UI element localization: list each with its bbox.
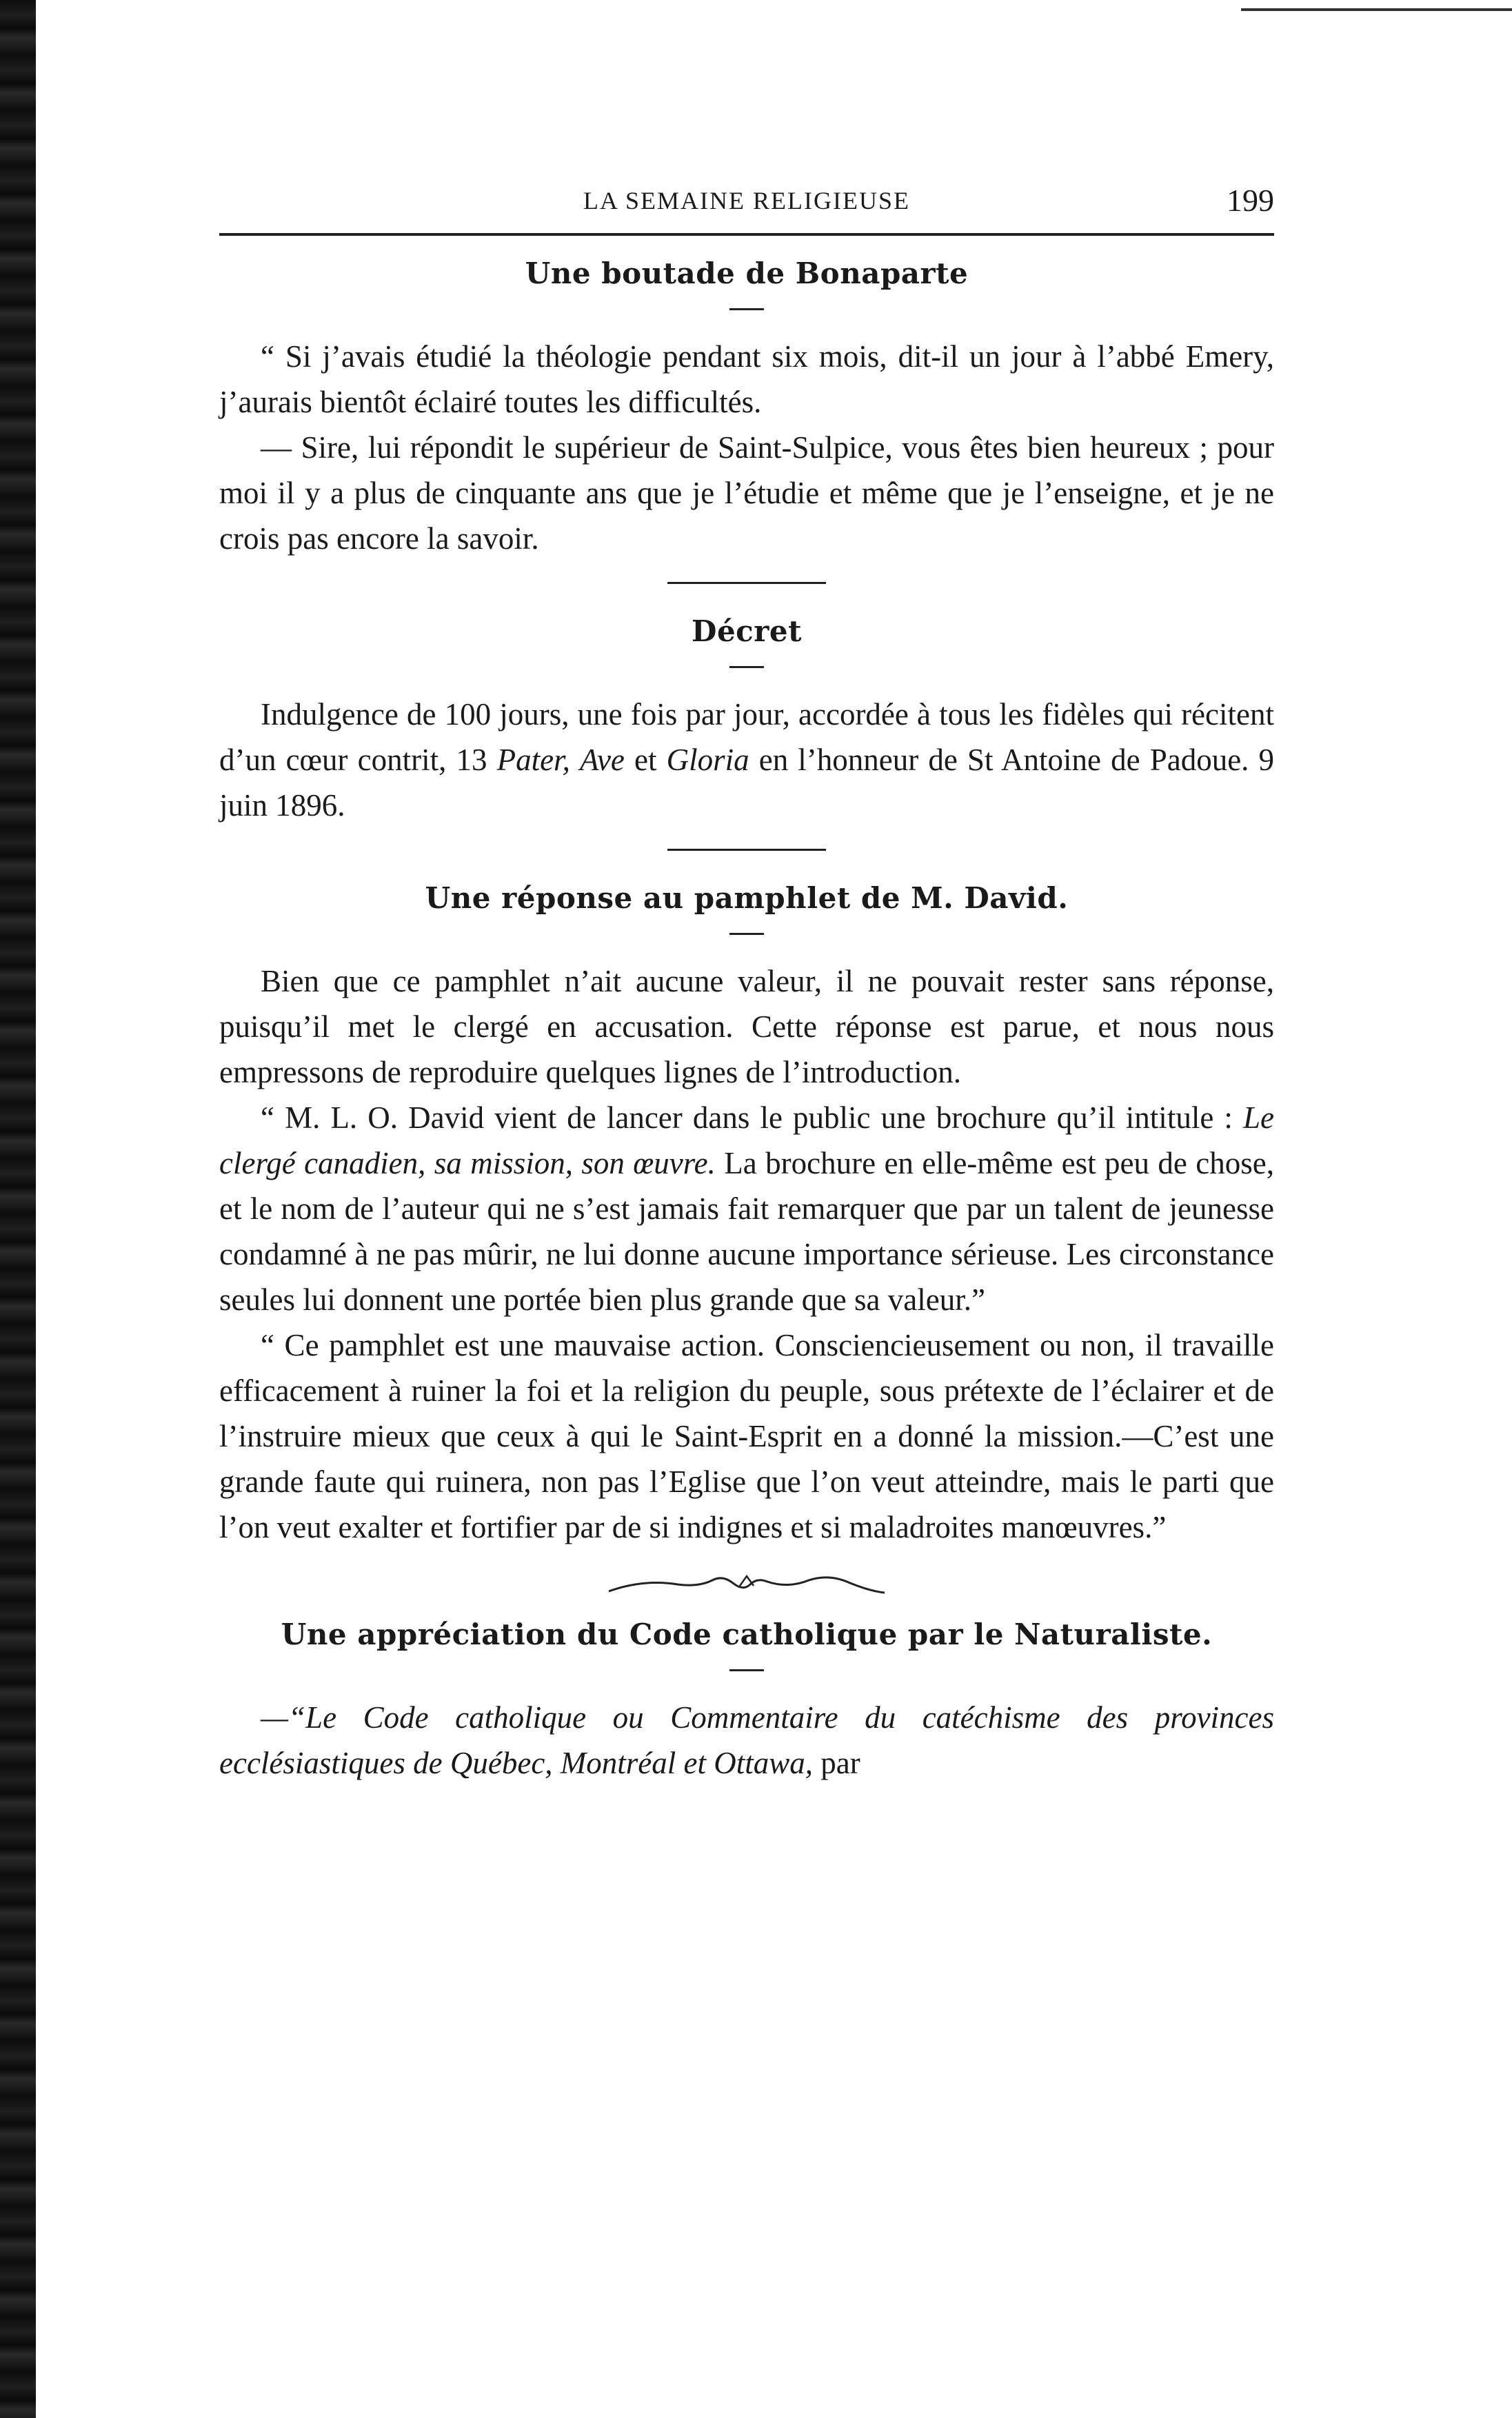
header-rule [219, 233, 1274, 236]
reponse-paragraph-1: Bien que ce pamphlet n’ait aucune valeur, il ne pouvait rester sans réponse, puisqu’il met le clergé en accusation. Cette réponse est parue, et nous nous empressons de reproduire quelques lignes de l’introduction. [219, 964, 1274, 1089]
fleuron-ornament [219, 1569, 1274, 1597]
bonaparte-paragraph-1: “ Si j’avais étudié la théologie pendant six mois, dit-il un jour à l’abbé Emery, j’aurais bientôt éclairé toutes les difficultés. [219, 339, 1274, 419]
section-title-appreciation: Une appréciation du Code catholique par le Naturaliste. [281, 1618, 1213, 1651]
decret-paragraph [219, 692, 1274, 828]
section-title-bonaparte: Une boutade de Bonaparte [525, 256, 969, 290]
fleuron-icon [602, 1569, 891, 1597]
decret-text-after: en l’honneur de St Antoine de Padoue. 9 juin 1896. [219, 743, 1275, 823]
decret-pater: Pater, [496, 743, 570, 777]
title-dash [729, 666, 764, 668]
title-dash [729, 933, 764, 935]
decret-text-before: Indulgence de 100 jours, une fois par jour, accordée à tous les fidèles qui récitent d’un cœur contrit, 13 [219, 697, 1274, 777]
bonaparte-paragraph-2: — Sire, lui répondit le supérieur de Saint-Sulpice, vous êtes bien heureux ; pour moi il y a plus de cinquante ans que je l’étudie et même que je l’enseigne, et je ne crois pas encore la savoir. [219, 430, 1274, 556]
reponse-p2-after: La brochure en elle-même est peu de chose, et le nom de l’auteur qui ne s’est jamais fait remarquer que par un talent de jeunesse condamné à ne pas mûrir, ne lui donne aucune importance sérieuse. Les circonstance seules lui donnent une portée bien plus grande que sa valeur.” [219, 1146, 1274, 1317]
title-dash [729, 1669, 764, 1671]
page-number: 199 [1227, 183, 1274, 218]
section-separator [667, 849, 826, 851]
reponse-p2-book-title: Le clergé canadien, sa mission, son œuvre. [219, 1100, 1275, 1180]
appreciation-after: par [820, 1746, 860, 1780]
title-dash [729, 308, 764, 310]
section-title-decret: Décret [692, 614, 802, 648]
running-title: LA SEMAINE RELIGIEUSE [583, 187, 910, 214]
section-separator [667, 582, 826, 584]
running-head [219, 183, 1274, 228]
page-content [219, 183, 1275, 1786]
reponse-p2-before: “ M. L. O. David vient de lancer dans le public une brochure qu’il intitule : [261, 1100, 1233, 1135]
appreciation-book-title: —“Le Code catholique ou Commentaire du catéchisme des provinces ecclésiastiques de Québec, Montréal et Ottawa, [219, 1700, 1274, 1780]
decret-gloria: Gloria [666, 743, 749, 777]
corner-rule [1241, 8, 1512, 11]
section-title-reponse: Une réponse au pamphlet de M. David. [425, 881, 1069, 915]
decret-ave: Ave [579, 743, 625, 777]
book-spine-shadow [0, 0, 36, 2418]
reponse-paragraph-2 [219, 1095, 1274, 1322]
appreciation-paragraph [219, 1695, 1274, 1786]
reponse-paragraph-3: “ Ce pamphlet est une mauvaise action. Consciencieusement ou non, il travaille efficacement à ruiner la foi et la religion du peuple, sous prétexte de l’éclairer et de l’instruire mieux que ceux à qui le Saint-Esprit en a donné la mission.—C’est une grande faute qui ruinera, non pas l’Eglise que l’on veut atteindre, mais le parti que l’on veut exalter et fortifier par de si indignes et si maladroites manœuvres.” [219, 1328, 1274, 1544]
decret-et: et [634, 743, 657, 777]
